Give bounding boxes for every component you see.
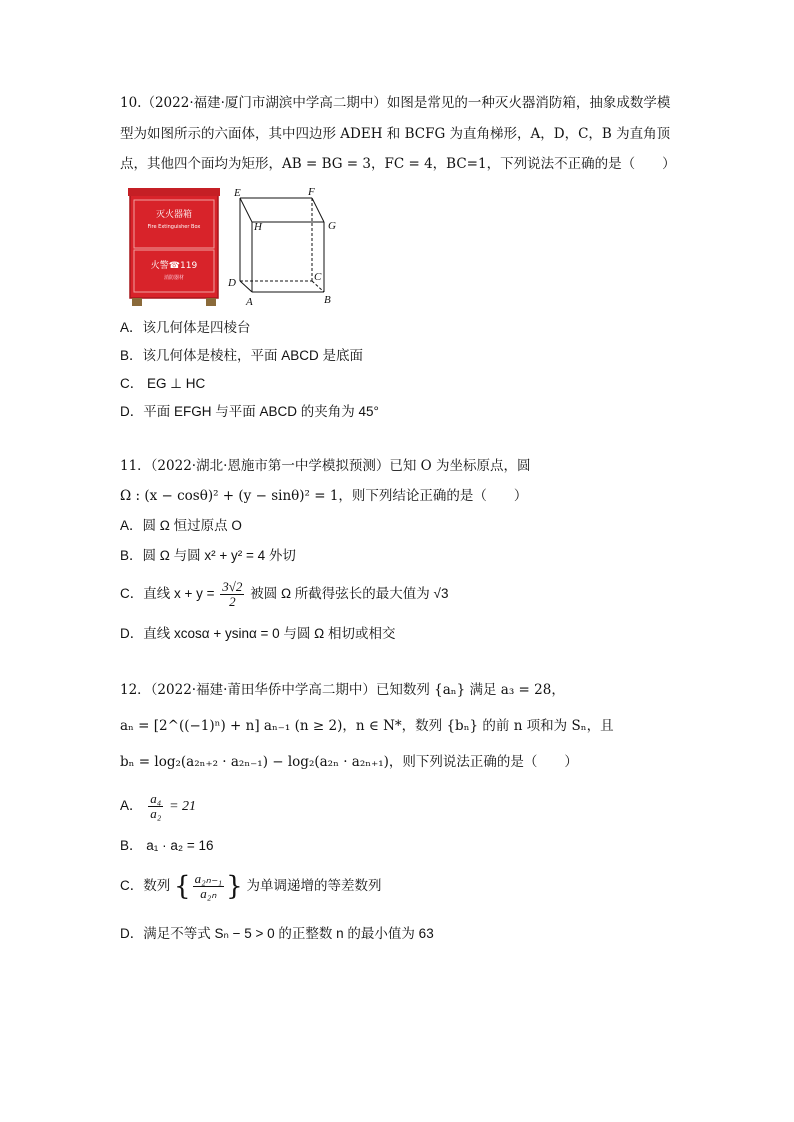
q10-line-1: 10.（2022·福建·厦门市湖滨中学高二期中）如图是常见的一种灭火器消防箱，抽象成数学模 [120,95,671,111]
q10-line-2: 型为如图所示的六面体，其中四边形 ADEH 和 BCFG 为直角梯形，A，D，C，B 为直角顶 [120,126,671,142]
q11-option-c-numerator: 3√2 [222,579,243,594]
box-small-label: 消防器材 [163,275,185,281]
hexahedron-figure [226,184,348,310]
q11-line-2: Ω : (x − cosθ)² + (y − sinθ)² = 1，则下列结论正确的是（ ） [120,488,528,504]
q12-option-c-denominator: a₂ₙ [200,886,217,901]
box-label-cn: 灭火器箱 [155,210,193,220]
box-call-number: 火警☎119 [150,261,198,271]
fire-extinguisher-box-image [124,186,224,308]
q11-option-c-prefix: C．直线 x + y = [120,586,215,602]
box-label-en: Fire Extinguisher Box [147,224,201,230]
vertex-F: F [308,186,315,198]
q11-line-1: 11．（2022·湖北·恩施市第一中学模拟预测）已知 O 为坐标原点，圆 [120,458,531,474]
left-brace: { [174,871,191,902]
q12-option-a [120,792,196,821]
q10-option-c: C． EG ⊥ HC [120,376,206,391]
vertex-B: B [324,294,331,306]
q12-option-b: B． a₁ · a₂ = 16 [120,838,214,853]
q10-option-a: A．该几何体是四棱台 [120,320,251,335]
q12-option-a-fraction [148,792,163,821]
solid-edges [240,198,324,292]
q11-option-c-suffix: 被圆 Ω 所截得弦长的最大值为 √3 [250,586,449,602]
q12-option-c [120,872,381,901]
q11-option-a: A．圆 Ω 恒过原点 O [120,518,242,533]
vertex-C: C [314,271,322,283]
q10-option-d: D．平面 EFGH 与平面 ABCD 的夹角为 45° [120,404,379,419]
q12-option-c-fraction [193,872,225,901]
q12-option-c-suffix: 为单调递增的等差数列 [246,878,382,894]
q11-option-d: D．直线 xcosα + ysinα = 0 与圆 Ω 相切或相交 [120,626,396,641]
box-lid [128,188,220,196]
box-foot-left [132,298,142,306]
box-foot-right [206,298,216,306]
vertex-D: D [228,277,236,289]
q10-option-b: B．该几何体是棱柱，平面 ABCD 是底面 [120,348,364,363]
q11-option-c-denominator: 2 [229,594,236,609]
q10-line-3: 点，其他四个面均为矩形，AB = BG = 3，FC = 4，BC=1，下列说法不正确的是（ ） [120,156,676,172]
q12-option-a-prefix: A． [120,798,143,814]
q12-line-3: bₙ = log₂(a₂ₙ₊₂ · a₂ₙ₋₁) − log₂(a₂ₙ · a₂ₙ₊₁)，则下列说法正确的是（ ） [120,754,578,770]
right-brace: } [226,871,243,902]
vertex-A: A [246,296,253,308]
vertex-H: H [254,221,262,233]
q12-option-d: D．满足不等式 Sₙ − 5 > 0 的正整数 n 的最小值为 63 [120,926,434,941]
q11-option-c-fraction [220,580,244,609]
vertex-E: E [234,187,241,199]
q12-line-1: 12．（2022·福建·莆田华侨中学高二期中）已知数列 {aₙ} 满足 a₃ = 28， [120,682,565,698]
q11-option-c [120,580,448,609]
q12-line-2: aₙ = [2^((−1)ⁿ) + n] aₙ₋₁ (n ≥ 2)，n ∈ N*，数列 {bₙ} 的前 n 项和为 Sₙ，且 [120,718,614,734]
q12-option-c-prefix: C．数列 [120,878,171,894]
box-body [130,190,218,298]
hidden-edges [240,198,324,292]
q12-option-a-denominator: a₂ [150,806,162,821]
q12-option-a-suffix: = 21 [169,799,197,815]
q12-option-c-numerator: a₂ₙ₋₁ [194,871,223,886]
q11-option-b: B．圆 Ω 与圆 x² + y² = 4 外切 [120,548,296,563]
vertex-G: G [328,220,336,232]
q12-option-a-numerator: a₄ [150,791,162,806]
